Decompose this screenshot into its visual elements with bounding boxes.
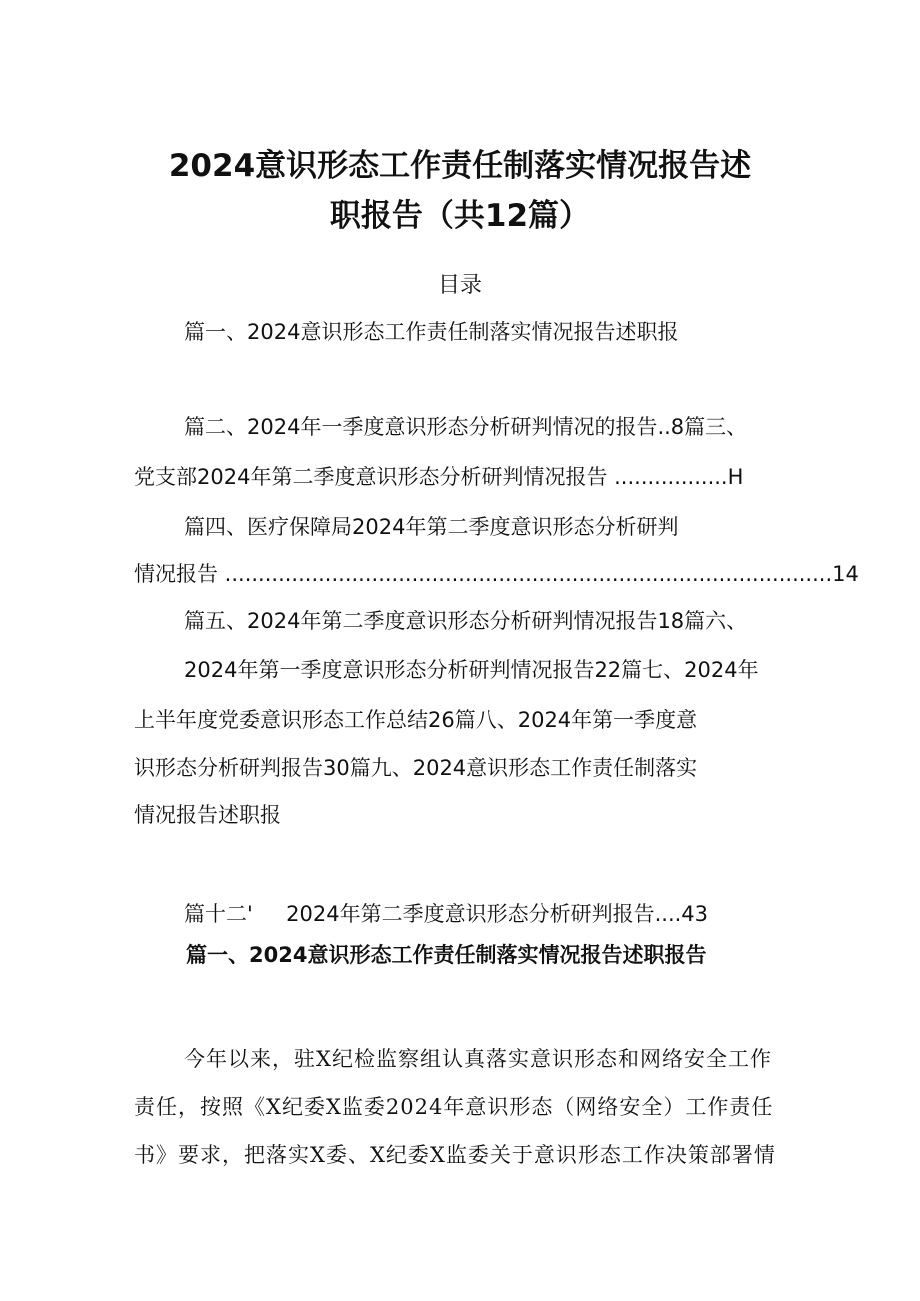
body-paragraph-line: 今年以来，驻X纪检监察组认真落实意识形态和网络安全工作 — [184, 1047, 772, 1071]
toc-entry: 上半年度党委意识形态工作总结26篇八、2024年第一季度意 — [134, 708, 698, 732]
toc-entry: 篇十二' 2024年第二季度意识形态分析研判报告....43 — [184, 902, 709, 926]
toc-heading: 目录 — [437, 273, 482, 298]
toc-entry: 篇五、2024年第二季度意识形态分析研判情况报告18篇六、 — [184, 609, 748, 633]
toc-entry: 篇一、2024意识形态工作责任制落实情况报告述职报 — [184, 320, 679, 344]
toc-entry: 篇四、医疗保障局2024年第二季度意识形态分析研判 — [184, 515, 679, 539]
toc-entry: 篇二、2024年一季度意识形态分析研判情况的报告..8篇三、 — [184, 415, 748, 439]
section-heading: 篇一、2024意识形态工作责任制落实情况报告述职报告 — [186, 943, 707, 967]
toc-entry: 2024年第一季度意识形态分析研判情况报告22篇七、2024年 — [184, 658, 759, 682]
toc-entry: 党支部2024年第二季度意识形态分析研判情况报告 .................H — [134, 465, 744, 489]
document-title-line-2: 职报告（共12篇） — [329, 198, 591, 234]
toc-entry: 识形态分析研判报告30篇九、2024意识形态工作责任制落实 — [134, 756, 698, 780]
body-paragraph-line: 书》要求，把落实X委、X纪委X监委关于意识形态工作决策部署情 — [134, 1143, 776, 1167]
toc-entry: 情况报告 ...........................................................................................14 — [134, 562, 859, 586]
toc-entry: 情况报告述职报 — [134, 803, 281, 827]
body-paragraph-line: 责任，按照《X纪委X监委2024年意识形态（网络安全）工作责任 — [134, 1095, 774, 1119]
document-title-line-1: 2024意识形态工作责任制落实情况报告述 — [168, 148, 752, 184]
